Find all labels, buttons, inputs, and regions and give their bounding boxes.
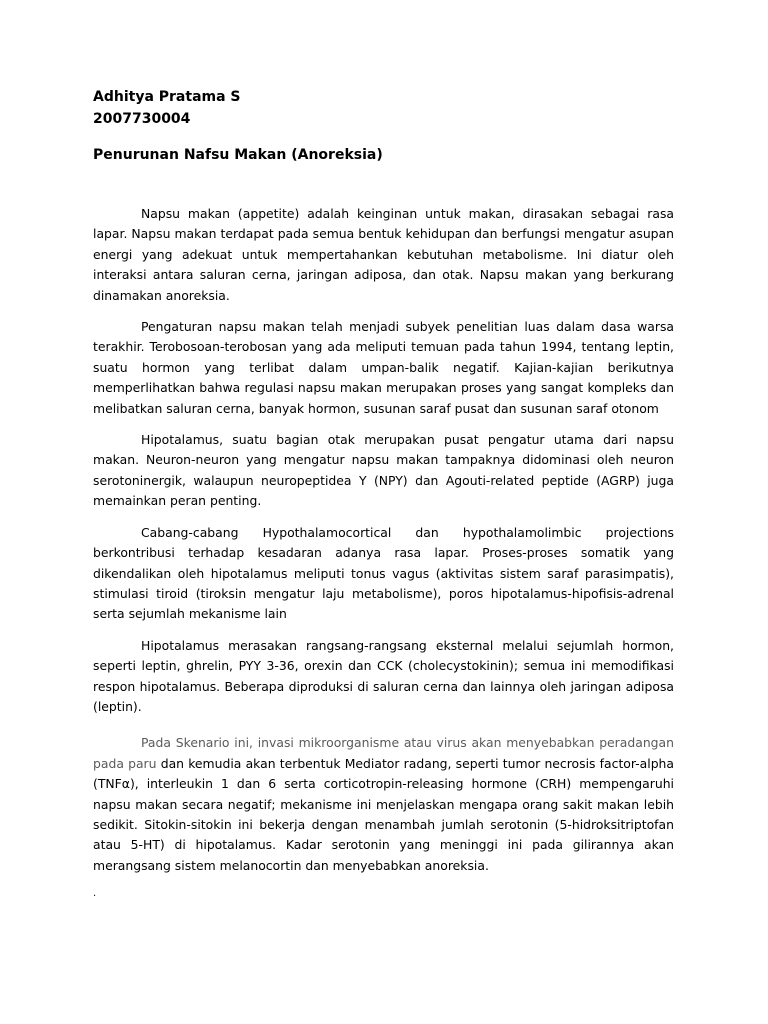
scenario-lead-text: Pada Skenario ini, invasi mikroorganisme atau virus akan menyebabkan peradangan pada paru [93,735,674,771]
document-body [93,204,674,900]
paragraph-hormones: Hipotalamus merasakan rangsang-rangsang eksternal melalui sejumlah hormon, seperti leptin, ghrelin, PYY 3-36, orexin dan CCK (cholecystokinin); semua ini memodifikasi respon hipotalamus. Beberapa diproduksi di saluran cerna dan lainnya oleh jaringan adiposa (leptin). [93,637,674,714]
paragraph-appetite: Napsu makan (appetite) adalah keinginan untuk makan, dirasakan sebagai rasa lapar. Napsu makan terdapat pada semua bentuk kehidupan dan berfungsi mengatur asupan energi yang adekuat untuk mempertahankan kebutuhan metabolisme. Ini diatur oleh interaksi antara saluran cerna, jaringan adiposa, dan otak. Napsu makan yang berkurang dinamakan anoreksia. [93,206,674,303]
author-name: Adhitya Pratama S [93,89,241,105]
student-id: 2007730004 [93,111,191,127]
paragraph-regulation: Pengaturan napsu makan telah menjadi subyek penelitian luas dalam dasa warsa terakhir. Terobosoan-terobosan yang ada meliputi temuan pada tahun 1994, tentang leptin, suatu hormon yang terlibat dalam umpan-balik negatif. Kajian-kajian berikutnya memperlihatkan bahwa regulasi napsu makan merupakan proses yang sangat kompleks dan melibatkan saluran cerna, banyak hormon, susunan saraf pusat dan susunan saraf otonom [93,319,674,416]
paragraph-projections: Cabang-cabang Hypothalamocortical dan hypothalamolimbic projections berkontribusi terhadap kesadaran adanya rasa lapar. Proses-proses somatik yang dikendalikan oleh hipotalamus meliputi tonus vagus (aktivitas sistem saraf parasimpatis), stimulasi tiroid (tiroksin mengatur laju metabolisme), poros hipotalamus-hipofisis-adrenal serta sejumlah mekanisme lain [93,524,674,622]
paragraph-hypothalamus: Hipotalamus, suatu bagian otak merupakan pusat pengatur utama dari napsu makan. Neuron-neuron yang mengatur napsu makan tampaknya didominasi oleh neuron serotoninergik, walaupun neuropeptidea Y (NPY) dan Agouti-related peptide (AGRP) juga memainkan peran penting. [93,432,674,509]
trailing-mark: . [93,888,97,900]
paragraph-scenario [93,733,674,876]
scenario-rest-text: dan kemudia akan terbentuk Mediator radang, seperti tumor necrosis factor-alpha (TNFα), interleukin 1 dan 6 serta corticotropin-releasing hormone (CRH) mempengaruhi napsu makan secara negatif; mekanisme ini menjelaskan mengapa orang sakit makan lebih sedikit. Sitokin-sitokin ini bekerja dengan menambah jumlah serotonin (5-hidroksitriptofan atau 5-HT) di hipotalamus. Kadar serotonin yang meninggi ini pada gilirannya akan merangsang sistem melanocortin dan menyebabkan anoreksia. [93,755,675,873]
document-title: Penurunan Nafsu Makan (Anoreksia) [93,147,383,163]
document-page [93,86,674,910]
